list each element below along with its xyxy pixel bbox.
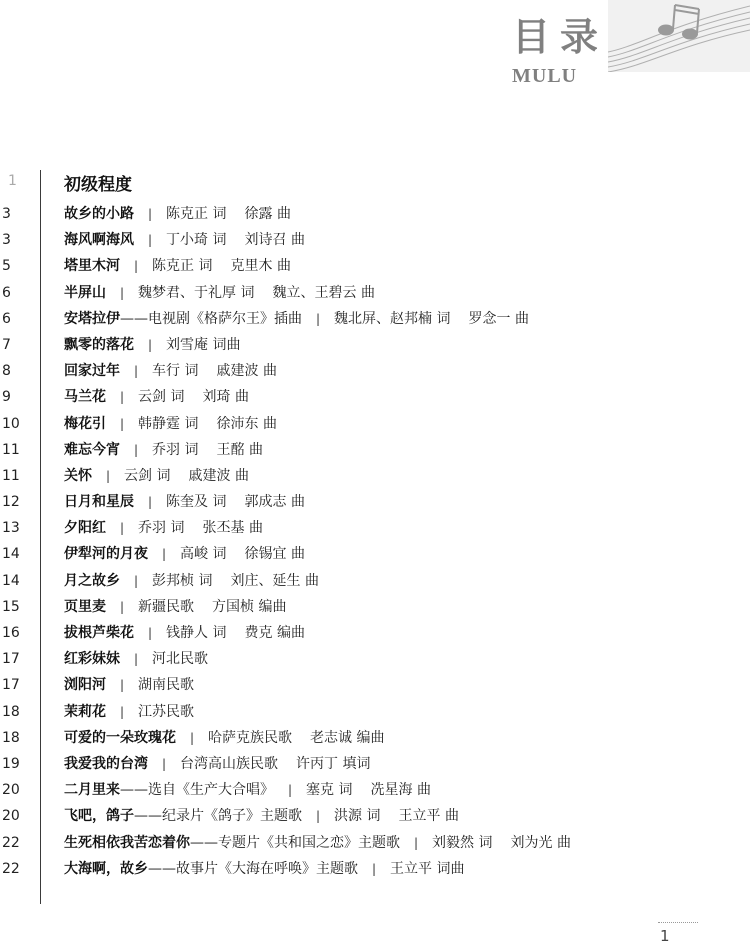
- toc-entry-page: 11: [2, 441, 20, 458]
- footer-divider: [658, 922, 698, 923]
- toc-entry[interactable]: [0, 623, 750, 649]
- toc-entry-separator: |: [134, 573, 139, 588]
- toc-entry-credit: 冼星海 曲: [370, 782, 431, 799]
- toc-entry-credit: 丁小琦 词: [166, 232, 227, 249]
- toc-entry-credit: 哈萨克族民歌: [208, 729, 293, 746]
- toc-entry-separator: |: [120, 521, 125, 536]
- section-page-number: 1: [8, 173, 17, 189]
- toc-entry[interactable]: [0, 361, 750, 387]
- toc-entry-separator: |: [288, 783, 293, 798]
- toc-entry-title: 茉莉花: [64, 703, 106, 720]
- toc-entry-credit: 彭邦桢 词: [152, 572, 213, 589]
- toc-entry[interactable]: [0, 492, 750, 518]
- section-title: 初级程度: [64, 175, 132, 195]
- toc-entry-title: 可爱的一朵玫瑰花: [64, 729, 176, 746]
- toc-entry-separator: |: [148, 337, 153, 352]
- toc-entry-title: 浏阳河: [64, 677, 106, 694]
- toc-entry-content: [64, 859, 465, 879]
- toc-entry-content: [64, 492, 305, 512]
- toc-entry-title: 回家过年: [64, 363, 120, 380]
- toc-entry-content: [64, 361, 277, 381]
- toc-entry-credit: 乔羽 词: [138, 520, 185, 537]
- toc-entry[interactable]: [0, 597, 750, 623]
- toc-entry-content: [64, 256, 291, 276]
- toc-entry-separator: |: [134, 442, 139, 457]
- toc-entry-content: [64, 230, 305, 250]
- toc-entry-credit: 王立平 词曲: [390, 860, 465, 877]
- toc-entry[interactable]: [0, 728, 750, 754]
- toc-entry-title: 页里麦: [64, 598, 106, 615]
- toc-entry-credit: 张丕基 曲: [202, 520, 263, 537]
- toc-entry-page: 13: [2, 520, 20, 537]
- toc-entry-title: 马兰花: [64, 389, 106, 406]
- toc-entry-credit: 云剑 词: [124, 467, 171, 484]
- toc-entry[interactable]: [0, 859, 750, 885]
- toc-entry-page: 17: [2, 677, 20, 694]
- toc-entry-separator: |: [316, 809, 321, 824]
- toc-entry[interactable]: [0, 335, 750, 361]
- toc-entry-content: [64, 806, 459, 826]
- toc-entry-page: 12: [2, 494, 20, 511]
- toc-entry-separator: |: [162, 756, 167, 771]
- toc-entry-page: 19: [2, 755, 20, 772]
- toc-entry[interactable]: [0, 754, 750, 780]
- toc-entry-content: [64, 597, 287, 617]
- toc-entry-title: 红彩妹妹: [64, 651, 120, 668]
- toc-entry-credit: 河北民歌: [152, 651, 209, 668]
- toc-entry-credit: 徐露 曲: [244, 206, 291, 222]
- toc-entry[interactable]: [0, 283, 750, 309]
- toc-entry-credit: 塞克 词: [306, 782, 353, 799]
- toc-entry-credit: 刘为光 曲: [510, 834, 571, 851]
- toc-entry-credit: 陈奎及 词: [166, 494, 227, 511]
- toc-entry-content: [64, 309, 529, 329]
- toc-entry-credit: 湖南民歌: [138, 677, 195, 694]
- toc-entry-credit: 韩静霆 词: [138, 415, 199, 432]
- toc-entry-page: 3: [2, 232, 11, 249]
- toc-entry-separator: |: [134, 259, 139, 274]
- toc-entry[interactable]: [0, 833, 750, 859]
- toc-entry-separator: |: [134, 364, 139, 379]
- toc-entry-page: 14: [2, 572, 20, 589]
- toc-entry-content: [64, 649, 208, 669]
- toc-entry-content: [64, 466, 249, 486]
- toc-entry-content: [64, 387, 249, 407]
- toc-entry-title: 海风啊海风: [64, 232, 134, 249]
- toc-entry-page: 22: [2, 834, 20, 851]
- toc-entry-page: 16: [2, 625, 20, 641]
- toc-entry-credit: 戚建波 曲: [188, 467, 249, 484]
- toc-entry-content: [64, 440, 263, 460]
- toc-entry[interactable]: [0, 256, 750, 282]
- toc-entry-credit: 老志诚 编曲: [310, 729, 385, 746]
- toc-entry-separator: |: [106, 468, 111, 483]
- toc-entry[interactable]: [0, 649, 750, 675]
- toc-entry-subtitle: ——选自《生产大合唱》: [120, 782, 274, 799]
- toc-entry-content: [64, 833, 571, 853]
- toc-entry-content: [64, 780, 431, 800]
- toc-entry-content: [64, 728, 385, 748]
- toc-entry[interactable]: [0, 544, 750, 570]
- toc-entry-content: [64, 335, 241, 355]
- toc-entry-separator: |: [316, 311, 321, 326]
- toc-entry-credit: 洪源 词: [334, 808, 381, 825]
- toc-entry-credit: 魏北屏、赵邦楠 词: [334, 310, 451, 327]
- toc-entry-credit: 高峻 词: [180, 546, 227, 563]
- toc-entry-page: 17: [2, 651, 20, 668]
- toc-entry[interactable]: [0, 571, 750, 597]
- toc-entry-title: 关怀: [64, 467, 92, 484]
- toc-entry-title: 飞吧，鸽子: [64, 808, 134, 825]
- toc-entry-content: [64, 702, 194, 722]
- toc-entry-title: 飘零的落花: [64, 336, 134, 353]
- toc-entry-separator: |: [148, 495, 153, 510]
- page-title: 目录: [512, 14, 609, 59]
- toc-entry-page: 9: [2, 389, 11, 406]
- toc-entry-separator: |: [414, 835, 419, 850]
- toc-entry[interactable]: [0, 780, 750, 806]
- toc-entry-separator: |: [120, 678, 125, 693]
- toc-entry-page: 18: [2, 703, 20, 720]
- toc-entry-title: 大海啊，故乡: [64, 860, 148, 877]
- toc-entry-credit: 陈克正 词: [152, 258, 213, 275]
- toc-entry-content: [64, 754, 371, 774]
- toc-entry-title: 二月里来: [64, 782, 120, 799]
- toc-entry-credit: 王酩 曲: [216, 441, 263, 458]
- toc-entry-page: 10: [2, 415, 20, 432]
- toc-entry-separator: |: [120, 416, 125, 431]
- toc-entry-page: 6: [2, 310, 11, 327]
- toc-entry-page: 3: [2, 206, 11, 222]
- toc-entry-credit: 江苏民歌: [138, 703, 195, 720]
- toc-entry-credit: 刘诗召 曲: [244, 232, 305, 249]
- toc-entry-title: 我爱我的台湾: [64, 755, 148, 772]
- toc-entry-credit: 王立平 曲: [398, 808, 459, 825]
- toc-entry[interactable]: [0, 675, 750, 701]
- toc-entry-title: 生死相依我苦恋着你: [64, 834, 190, 851]
- toc-entry-content: [64, 571, 319, 591]
- toc-entry-content: [64, 518, 263, 538]
- toc-entry-credit: 刘毅然 词: [432, 834, 493, 851]
- toc-entry-subtitle: ——电视剧《格萨尔王》插曲: [120, 310, 302, 327]
- toc-entry-page: 11: [2, 467, 20, 484]
- toc-entry-credit: 云剑 词: [138, 389, 185, 406]
- toc-entry-title: 故乡的小路: [64, 206, 134, 222]
- toc-entry-credit: 许丙丁 填词: [296, 755, 371, 772]
- toc-entry-credit: 戚建波 曲: [216, 363, 277, 380]
- toc-entry-subtitle: ——纪录片《鸽子》主题歌: [134, 808, 302, 825]
- toc-entry-page: 6: [2, 284, 11, 301]
- toc-entry-page: 20: [2, 782, 20, 799]
- toc-entry[interactable]: [0, 230, 750, 256]
- toc-entry-title: 梅花引: [64, 415, 106, 432]
- toc-entry-subtitle: ——专题片《共和国之恋》主题歌: [190, 834, 400, 851]
- toc-entry-title: 日月和星辰: [64, 494, 134, 511]
- toc-entry[interactable]: [0, 518, 750, 544]
- toc-entry-content: [64, 204, 291, 224]
- toc-entry-separator: |: [162, 547, 167, 562]
- toc-entry-credit: 徐沛东 曲: [216, 415, 277, 432]
- toc-entry-separator: |: [148, 207, 153, 221]
- toc-entry-separator: |: [134, 652, 139, 667]
- toc-entry-credit: 车行 词: [152, 363, 199, 380]
- footer-page-number: 1: [660, 927, 670, 945]
- toc-entry-separator: |: [148, 233, 153, 248]
- toc-entry-title: 安塔拉伊: [64, 310, 120, 327]
- toc-entry[interactable]: [0, 387, 750, 413]
- toc-entry-separator: |: [120, 704, 125, 719]
- toc-entry-credit: 郭成志 曲: [244, 494, 305, 511]
- toc-entry-credit: 刘琦 曲: [202, 389, 249, 406]
- toc-entry-separator: |: [190, 730, 195, 745]
- toc-entry-subtitle: ——故事片《大海在呼唤》主题歌: [148, 860, 358, 877]
- toc-entry-credit: 费克 编曲: [244, 625, 305, 641]
- toc-entry-title: 拔根芦柴花: [64, 625, 134, 641]
- toc-entry-title: 月之故乡: [64, 572, 120, 589]
- toc-entry-title: 塔里木河: [64, 258, 120, 275]
- toc-entry-content: [64, 544, 305, 564]
- toc-entry-page: 14: [2, 546, 20, 563]
- toc-entry-credit: 钱静人 词: [166, 625, 227, 641]
- toc-entry-page: 5: [2, 258, 11, 275]
- toc-entry-credit: 罗念一 曲: [468, 310, 529, 327]
- toc-list: [0, 204, 750, 885]
- toc-entry-title: 难忘今宵: [64, 441, 120, 458]
- toc-entry-title: 夕阳红: [64, 520, 106, 537]
- toc-entry[interactable]: [0, 204, 750, 230]
- toc-entry-credit: 魏梦君、于礼厚 词: [138, 284, 255, 301]
- toc-entry[interactable]: [0, 806, 750, 832]
- toc-entry-credit: 魏立、王碧云 曲: [272, 284, 375, 301]
- toc-entry-credit: 刘雪庵 词曲: [166, 336, 241, 353]
- toc-entry[interactable]: [0, 466, 750, 492]
- toc-entry-title: 伊犁河的月夜: [64, 546, 148, 563]
- toc-entry-page: 20: [2, 808, 20, 825]
- toc-entry-credit: 陈克正 词: [166, 206, 227, 222]
- toc-entry-content: [64, 414, 277, 434]
- toc-entry-page: 22: [2, 860, 20, 877]
- toc-entry-separator: |: [120, 285, 125, 300]
- toc-entry-content: [64, 675, 194, 695]
- toc-entry-page: 8: [2, 363, 11, 380]
- toc-entry-content: [64, 283, 375, 303]
- toc-entry-separator: |: [148, 626, 153, 640]
- toc-entry[interactable]: [0, 309, 750, 335]
- music-note-staff-icon: [608, 0, 750, 72]
- toc-entry[interactable]: [0, 702, 750, 728]
- toc-entry-page: 7: [2, 336, 11, 353]
- toc-entry-page: 15: [2, 598, 20, 615]
- toc-entry-title: 半屏山: [64, 284, 106, 301]
- toc-entry-credit: 刘庄、延生 曲: [230, 572, 319, 589]
- toc-entry-credit: 徐锡宜 曲: [244, 546, 305, 563]
- toc-entry-credit: 台湾高山族民歌: [180, 755, 279, 772]
- toc-entry-separator: |: [120, 599, 125, 614]
- toc-entry[interactable]: [0, 414, 750, 440]
- toc-entry-credit: 新疆民歌: [138, 598, 195, 615]
- toc-entry-credit: 方国桢 编曲: [212, 598, 287, 615]
- toc-entry-content: [64, 623, 305, 643]
- page-subtitle: MULU: [512, 65, 578, 87]
- toc-entry-separator: |: [120, 390, 125, 405]
- toc-entry-credit: 乔羽 词: [152, 441, 199, 458]
- toc-entry-credit: 克里木 曲: [230, 258, 291, 275]
- toc-entry-separator: |: [372, 861, 377, 876]
- toc-entry-page: 18: [2, 729, 20, 746]
- toc-entry[interactable]: [0, 440, 750, 466]
